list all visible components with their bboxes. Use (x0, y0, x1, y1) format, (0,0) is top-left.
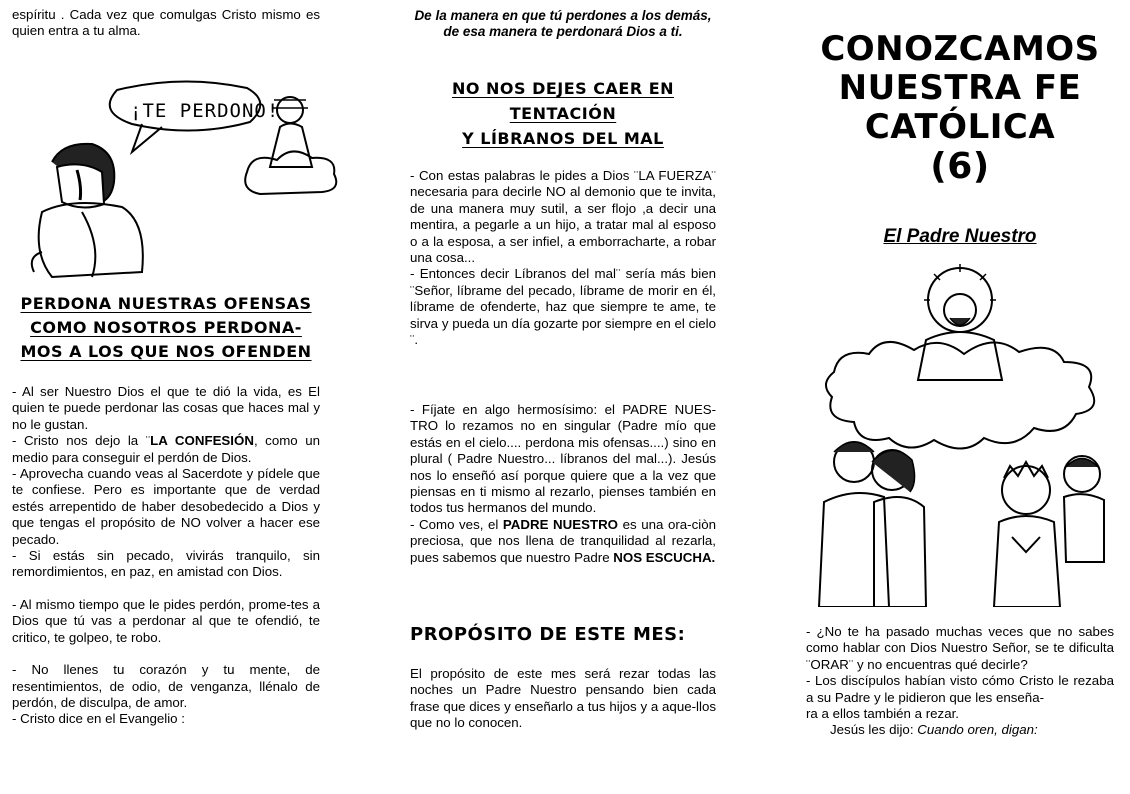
paragraph: - Cristo dice en el Evangelio : (12, 711, 185, 727)
paragraph: - Al ser Nuestro Dios el que te dió la vida, es El quien te puede perdonar las cosas que haces mal y no le gustan. (12, 384, 320, 432)
cover-title (806, 30, 1114, 186)
text-run-italic: Cuando oren, digan: (917, 722, 1038, 738)
proposito-title: PROPÓSITO DE ESTE MES: (410, 624, 686, 645)
heading-line: PERDONA NUESTRAS OFENSAS (20, 294, 312, 313)
text-run-bold: NOS ESCUCHA. (613, 549, 716, 565)
text-run: - Cristo nos dejo la ¨ (12, 433, 151, 449)
paragraph (806, 722, 1114, 738)
paragraph: - Si estás sin pecado, vivirás tranquilo, sin remordimientos, en paz, en amistad con Dios. (12, 548, 320, 580)
title-line: CONOZCAMOS (820, 29, 1100, 69)
heading-line: MOS A LOS QUE NOS OFENDEN (20, 342, 312, 361)
heading-line: NO NOS DEJES CAER EN (451, 79, 675, 98)
text-run-bold: PADRE NUESTRO (502, 516, 619, 532)
title-line: CATÓLICA (864, 107, 1056, 147)
text-run: Jesús les dijo: (830, 722, 918, 738)
heading-perdona (12, 292, 320, 364)
speech-bubble-text: ¡TE PERDONO! (130, 100, 280, 122)
intro-text: espíritu . Cada vez que comulgas Cristo mismo es quien entra a tu alma. (12, 7, 320, 39)
title-line: NUESTRA FE (838, 68, 1082, 108)
body-text (410, 168, 716, 348)
text-run: , como un medio para conseguir el perdón de Dios. (12, 433, 321, 465)
quote-text: De la manera en que tú perdones a los demás, de esa manera te perdonará Dios a ti. (414, 8, 712, 39)
heading-line: COMO NOSOTROS PERDONA- (30, 318, 302, 337)
body-text (410, 402, 716, 566)
paragraph (410, 517, 716, 566)
heading-line: TENTACIÓN (509, 104, 617, 123)
proposito-text: El propósito de este mes será rezar todas las noches un Padre Nuestro pensando bien cada frase que dices y enseñarlo a tus hijos y a aque-llos que no lo conocen. (410, 666, 716, 731)
paragraph: - Con estas palabras le pides a Dios ¨LA FUERZA¨ necesaria para decirle NO al demonio que te invita, de una manera muy sutil, a ser flojo ,a decir una mentira, a pegarle a un hijo, a tratar mal al esposo o a la esposa, a ser infiel, a emborracharte, a robar una cosa... (410, 168, 716, 266)
paragraph: - ¿No te ha pasado muchas veces que no sabes como hablar con Dios Nuestro Señor, se te dificulta ¨ORAR¨ y no encuentras qué decirle? (806, 624, 1114, 672)
paragraph: ra a ellos también a rezar. (806, 706, 959, 722)
body-text (12, 384, 320, 728)
paragraph: - Al mismo tiempo que le pides perdón, prome-tes a Dios que tú vas a perdonar al que te ofendió, te critico, te golpeo, te robo. (12, 596, 320, 645)
text-run: - Como ves, el (410, 516, 503, 532)
title-line: (6) (930, 146, 990, 187)
paragraph: - Entonces decir Líbranos del mal¨ sería más bien ¨Señor, líbrame del pecado, líbrame de morir en él, líbrame de ofenderte, haz que siempre te ame, te sirva y pueda un día gozarte por siempre en el cielo ¨. (410, 266, 716, 348)
paragraph: - Fíjate en algo hermosísimo: el PADRE NUES-TRO lo rezamos no en singular (Padre mío que estás en el cielo.... perdona mis ofensas....) sino en plural ( Padre Nuestro... líbranos del mal...). Jesús nos lo enseñó así porque quiere que a la vez que piensas en ti mismo al rezarlo, pienses también en todos tus hermanos del mundo. (410, 402, 716, 516)
paragraph: - Aprovecha cuando veas al Sacerdote y pídele que te confiese. Pero es importante que de verdad estés arrepentido de haber desobedecido a Dios y que tengas el propósito de NO volver a hacer ese pecado. (12, 466, 320, 547)
cover-subtitle: El Padre Nuestro (883, 226, 1037, 247)
body-text (806, 624, 1114, 739)
text-run: es una ora-ciòn preciosa, que nos llena de tranquilidad al rezarla, pues sabemos que nuestro Padre (410, 516, 716, 565)
god-family-illustration (814, 262, 1106, 607)
heading-tentacion (410, 76, 716, 151)
text-run-bold: LA CONFESIÓN (150, 433, 254, 449)
paragraph (12, 433, 320, 466)
paragraph: - Los discípulos habían visto cómo Cristo le rezaba a su Padre y le pidieron que les enseña- (806, 673, 1114, 705)
paragraph: - No llenes tu corazón y tu mente, de resentimientos, de odio, de venganza, llénalo de perdón, de disculpa, de amor. (12, 662, 320, 710)
heading-line: Y LÍBRANOS DEL MAL (462, 129, 664, 148)
